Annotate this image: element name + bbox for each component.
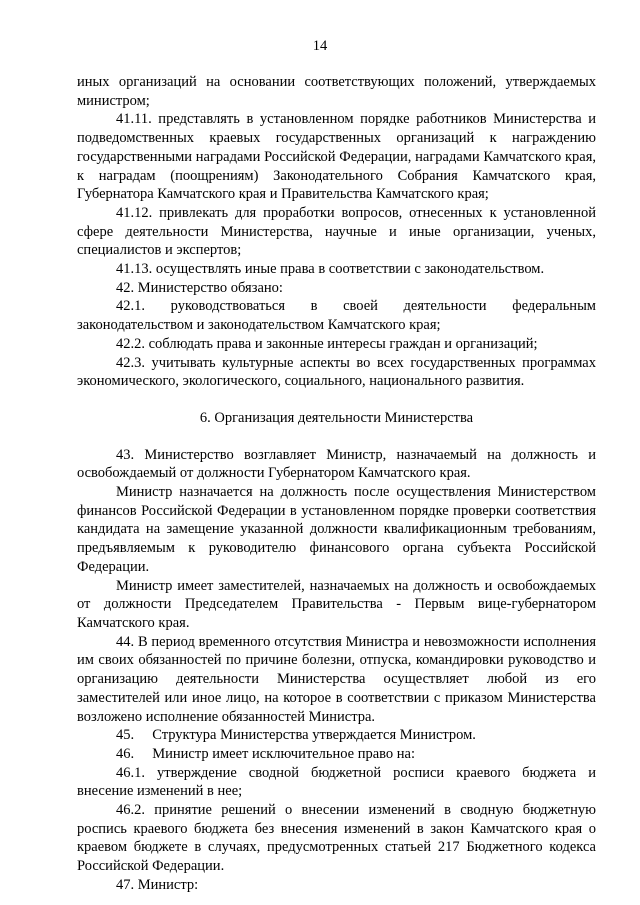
paragraph-46-1: 46.1. утверждение сводной бюджетной росписи краевого бюджета и внесение изменений в нее; xyxy=(77,764,596,800)
page-number: 14 xyxy=(312,38,328,54)
paragraph-41-13: 41.13. осуществлять иные права в соответствии с законодательством. xyxy=(116,261,545,278)
paragraph-41-12: 41.12. привлекать для проработки вопросов, отнесенных к установленной сфере деятельности Министерства, научные и иные организации, ученых, специалистов и экспертов; xyxy=(77,204,596,259)
paragraph-41-11: 41.11. представлять в установленном порядке работников Министерства и подведомственных краевых государственных организаций к награждению государственными наградами Российской Федерации, наградами Камчатского края, к наградам (поощрениям) Законодательного Собрания Камчатского края, Губернатора Камчатского края и Правительства Камчатского края; xyxy=(77,111,596,203)
paragraph-44: 44. В период временного отсутствия Министра и невозможности исполнения им своих обязанностей по причине болезни, отпуска, командировки руководство и организацию деятельности Министерства осуществляет любой из его заместителей или иное лицо, на которое в соответствии с приказом Министерства возложено исполнение обязанностей Министра. xyxy=(77,633,596,725)
spacer xyxy=(77,428,596,446)
section-heading: 6. Организация деятельности Министерства xyxy=(199,409,474,426)
paragraph-46-2: 46.2. принятие решений о внесении изменений в сводную бюджетную роспись краевого бюджета без внесения изменений в закон Камчатского края о краевом бюджете в случаях, предусмотренных статьей 217 Бюджетного кодекса Российской Федерации. xyxy=(77,802,596,875)
paragraph-42-1: 42.1. руководствоваться в своей деятельности федеральным законодательством и законодательством Камчатского края; xyxy=(77,298,596,334)
paragraph-42-2: 42.2. соблюдать права и законные интересы граждан и организаций; xyxy=(116,335,538,352)
paragraph-42: 42. Министерство обязано: xyxy=(116,279,283,296)
paragraph-45: 45. Структура Министерства утверждается Министром. xyxy=(116,727,476,744)
paragraph-minister-appointment: Министр назначается на должность после осуществления Министерством финансов Российской Федерации в установленном порядке проверки соответствия кандидата на замещение указанной должности квалификационным требованиям, предъявляемым к руководителю финансового органа субъекта Российской Федерации. xyxy=(77,484,596,575)
paragraph-46: 46. Министр имеет исключительное право на: xyxy=(116,745,415,762)
paragraph-43: 43. Министерство возглавляет Министр, назначаемый на должность и освобождаемый от должности Губернатором Камчатского края. xyxy=(77,446,596,482)
document-body xyxy=(77,73,596,895)
paragraph-minister-deputies: Министр имеет заместителей, назначаемых на должность и освобождаемых от должности Председателем Правительства - Первым вице-губернатором Камчатского края. xyxy=(77,577,596,631)
paragraph-42-3: 42.3. учитывать культурные аспекты во всех государственных программах экономического, экологического, социального, национального развития. xyxy=(77,354,596,390)
paragraph-continuation: иных организаций на основании соответствующих положений, утверждаемых министром; xyxy=(77,74,596,109)
spacer xyxy=(77,391,596,409)
paragraph-47: 47. Министр: xyxy=(116,876,199,893)
